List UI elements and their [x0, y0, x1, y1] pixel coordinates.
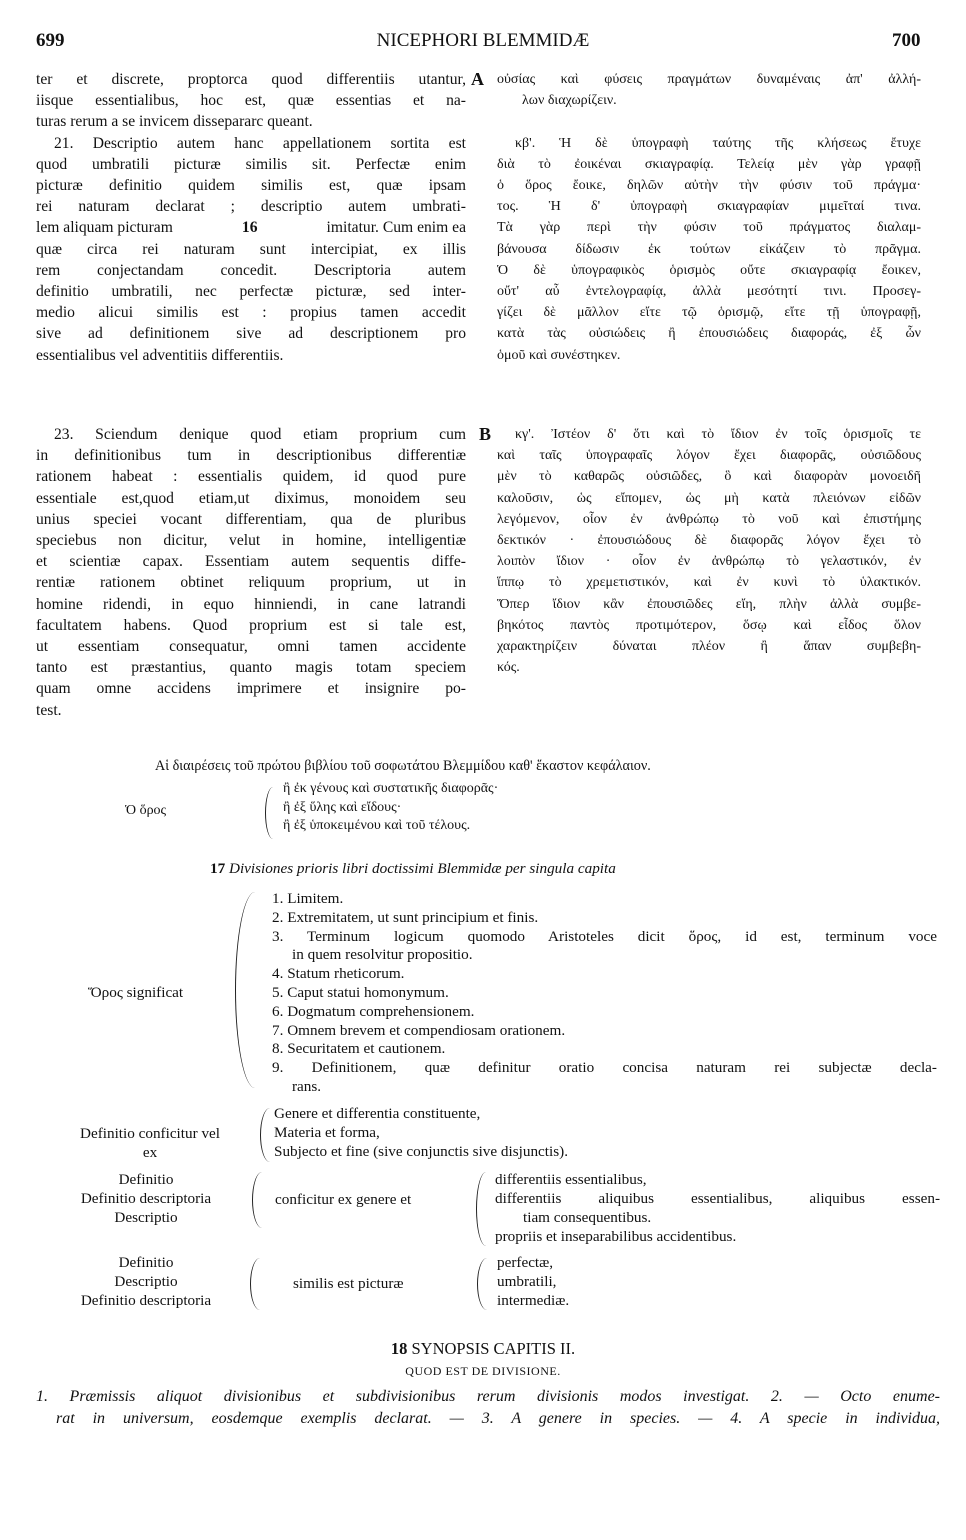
text-line: test. [36, 701, 62, 719]
list-item: Materia et forma, [274, 1124, 380, 1141]
label-line: Definitio descriptoria [80, 1292, 212, 1309]
running-title: NICEPHORI BLEMMIDÆ [376, 30, 590, 51]
list-item: 5. Caput statui homonymum. [272, 983, 449, 1001]
greek-column-top [497, 69, 921, 366]
greek-column-23 [497, 424, 921, 678]
left-brace [476, 1172, 487, 1246]
text-line: καὶ ταῖς ὑπογραφαῖς λόγον ἔχει διαφορᾶς, οὐσιῶδους [497, 448, 921, 464]
label-line: Definitio descriptoria [80, 1190, 212, 1207]
text-line: rei naturam declarat ; descriptio autem umbrati- [36, 198, 466, 216]
greek-divisions-label: Ὁ ὅρος [125, 803, 167, 818]
text-line: Τὰ γὰρ περὶ τὴν φύσιν τοῦ πράγματος διαλαμ- [497, 220, 921, 236]
text-line: essentiale est,quod etiam,ut diximus, monoidem seu [36, 489, 466, 507]
text-line: ὁ ὅρος ἔοικε, δηλῶν αὐτὴν τὴν φύσιν τοῦ πράγμα· [497, 178, 921, 194]
text-line: tanto est præstantius, quanto magis totam speciem [36, 659, 466, 677]
text-line: λοιπὸν ἴδιον · οἷον ἐν ἀνθρώπῳ τὸ γελαστικόν, ἐν [497, 554, 921, 570]
text-line: quæ circa rei naturam sunt intercipiat, ex illis [36, 240, 466, 258]
list-item: 2. Extremitatem, ut sunt principium et finis. [272, 908, 539, 926]
text-line: 23. Sciendum denique quod etiam proprium cum [54, 426, 466, 443]
title-text: SYNOPSIS CAPITIS II. [411, 1339, 576, 1358]
text-line: κβ'. Ἡ δὲ ὑπογραφὴ ταύτης τῆς κλήσεως ἔτυχε [515, 135, 921, 151]
list-item: rans. [292, 1077, 322, 1095]
left-brace [477, 1258, 488, 1310]
list-item: Subjecto et fine (sive conjunctis sive disjunctis). [274, 1143, 568, 1160]
definitio-genere-labels [50, 1170, 242, 1227]
left-brace [235, 892, 256, 1088]
text-line: βηκότος παντὸς προτιμότερον, ὅσῳ καὶ εἶδος ὅλον [497, 617, 921, 633]
label-line: Descriptio [114, 1209, 178, 1226]
text-line: iisque essentialibus, hoc est, quæ essentias et na- [36, 92, 466, 110]
text-line: ἵππῳ τὸ χρεμετιστικόν, καὶ ἐν κυνὶ τὸ ὑλακτικόν. [497, 575, 921, 591]
list-item: intermediæ. [497, 1292, 570, 1309]
text-line: unius speciei vocant differentiam, qua de pluribus [36, 510, 466, 528]
text-fragment: imitatur. Cum enim ea [326, 219, 466, 237]
text-line: rentiæ rationem obtinet reliquum proprium, ut in [36, 574, 466, 592]
greek-divisions-list [283, 780, 498, 836]
text-line: et scientiæ capax. Essentiam autem sequentis diffe- [36, 553, 466, 571]
page-number-left: 699 [36, 30, 65, 51]
latin-column-top [36, 69, 466, 366]
definitio-genere-middle: conficitur ex genere et [275, 1191, 412, 1208]
text-line: κγ'. Ἰστέον δ' ὅτι καὶ τὸ ἴδιον ἐν τοῖς ὁρισμοῖς τε [515, 427, 921, 442]
latin-divisions-title [210, 860, 616, 878]
text-line: rationem habeat : essentialis quidem, id quod pure [36, 468, 466, 486]
text-line: Ὁ δὲ ὑπογραφικὸς ὁρισμὸς οὔτε σκιαγραφίᾳ ἔοικεν, [497, 262, 921, 278]
horos-list [272, 890, 937, 1097]
list-item: ἢ ἐξ ὑποκειμένου καὶ τοῦ τέλους. [283, 818, 471, 833]
text-line: 21. Descriptio autem hanc appellationem sortita est [54, 134, 466, 152]
text-line: χαρακτηρίζειν δύναται πλέον ἢ ἅπαν συμβεβη- [497, 639, 921, 655]
text-line [497, 111, 921, 132]
text-line: quam omne accidens imprimere et insignire po- [36, 680, 466, 698]
text-line: κατὰ τὰς οὐσιώδεις ἢ ἐπουσιώδεις διαφοράς, ἐξ ὧν [497, 326, 921, 342]
text-line: οὐσίας καὶ φύσεις πραγμάτων δυναμέναις ἀπ' ἀλλή- [497, 72, 921, 87]
list-item: ἢ ἐκ γένους καὶ συστατικῆς διαφορᾶς· [283, 781, 499, 796]
text-line: turas rerum a se invicem dissepararc queant. [36, 113, 313, 131]
text-line: quod umbratili picturæ similis sit. Perfectæ enim [36, 155, 466, 173]
text-line: ter et discrete, proptorca quod differentiis utantur, [36, 71, 466, 88]
text-line: κός. [497, 660, 520, 676]
list-item: 6. Dogmatum comprehensionem. [272, 1002, 475, 1020]
definitio-pictura-labels [50, 1253, 242, 1310]
margin-letter-b: B [479, 424, 492, 444]
text-line: καλοῦσιν, ὡς εἴπομεν, ὡς μὴ κατὰ πλειόνων εἰδῶν [497, 490, 921, 506]
text-line: rem conjectandam concedit. Descriptoria autem [36, 261, 466, 279]
marginal-number-18: 18 [390, 1339, 408, 1358]
text-line: in definitionibus tum in descriptionibus differentiæ [36, 447, 466, 465]
text-line: γίζει δὲ μᾶλλον εἴτε τῷ ὁρισμῷ, εἴτε τῇ ὑπογραφῇ, [497, 305, 921, 321]
list-item: propriis et inseparabilibus accidentibus. [495, 1228, 737, 1245]
text-line: μὲν τὸ καθαρῶς οὐσιῶδες, ὃ καὶ διαφορὰν μονοειδῆ [497, 469, 921, 485]
synopsis-body [36, 1386, 940, 1430]
definitio-pictura-list [497, 1253, 569, 1310]
text-line: medio alicui similis est : propius tamen accedit [36, 304, 466, 322]
list-item: differentiis aliquibus essentialibus, aliquibus essen- [495, 1190, 940, 1207]
list-item: ἢ ἐξ ὕλης καὶ εἴδους· [283, 799, 402, 815]
text-line: Ὅπερ ἴδιον κἂν ἐπουσιῶδες εἴη, πλὴν ἀλλὰ συμβε- [497, 596, 921, 612]
label-line: Definitio [118, 1171, 174, 1188]
label-line: Definitio conficitur vel [79, 1125, 221, 1142]
latin-column-23 [36, 424, 466, 721]
left-brace [260, 1108, 271, 1162]
definitio-conficitur-label [50, 1124, 250, 1162]
text-line: speciebus non dicitur, velut in homine, intelligentiæ [36, 532, 466, 550]
list-item: in quem resolvitur propositio. [292, 946, 473, 964]
text-fragment: lem aliquam picturam [36, 219, 173, 237]
text-line: λεγόμενον, οἷον ἐν ἀνθρώπῳ τὸ νοῦ καὶ ἐπιστήμης [497, 511, 921, 527]
left-brace [252, 1172, 263, 1228]
synopsis-title [0, 1339, 966, 1359]
text-line: definitio umbratili, nec perfectæ picturæ, sed inter- [36, 283, 466, 301]
list-item: perfectæ, [497, 1254, 554, 1271]
text-line: homine ridendi, in equo hinniendi, in cane latrandi [36, 595, 466, 613]
horos-label: Ὅρος significat [88, 984, 184, 1001]
list-item: Genere et differentia constituente, [274, 1105, 481, 1122]
text-line: essentialibus vel adventitiis differentiis. [36, 346, 284, 364]
label-line: ex [142, 1144, 158, 1161]
list-item: 3. Terminum logicum quomodo Aristoteles dicit ὅρος, id est, terminum voce [272, 927, 937, 945]
text-line [36, 217, 466, 238]
text-line: rat in universum, eosdemque exemplis declarat. — 3. A genere in species. — 4. A specie in individua, [56, 1410, 940, 1427]
text-line: διὰ τὸ ἐοικέναι σκιαγραφίᾳ. Τελείᾳ μὲν γὰρ γραφῇ [497, 156, 921, 172]
list-item: 7. Omnem brevem et compendiosam orationem. [272, 1021, 566, 1039]
left-brace [250, 1258, 261, 1310]
list-item: tiam consequentibus. [523, 1209, 652, 1226]
marginal-number-16: 16 [241, 219, 258, 237]
text-line: sive ad definitionem sive ad descriptionem pro [36, 325, 466, 343]
text-line: λων διαχωρίζειν. [522, 93, 617, 109]
page-number-right: 700 [892, 30, 921, 51]
title-text: Divisiones prioris libri doctissimi Blemmidæ per singula capita [228, 860, 616, 877]
margin-letter-a: A [471, 69, 484, 89]
text-line: οὔτ' αὖ ἐντελογραφίᾳ, ἀλλὰ μεσότητί τινι. Προσεγ- [497, 284, 921, 300]
list-item: differentiis essentialibus, [495, 1171, 647, 1188]
label-line: Descriptio [114, 1273, 178, 1290]
text-line: 1. Præmissis aliquot divisionibus et subdivisionibus rerum divisionis modos investigat. 2. — Octo enume- [36, 1388, 940, 1405]
definitio-genere-list [495, 1170, 940, 1246]
synopsis-subtitle: QUOD EST DE DIVISIONE. [405, 1364, 561, 1378]
marginal-number-17: 17 [210, 860, 226, 877]
text-line: βάνουσα δίδωσιν ἐκ τούτων εἰκάζειν τὸ πρᾶγμα. [497, 241, 921, 257]
label-line: Definitio [118, 1254, 174, 1271]
text-line: picturæ definitio quidem similis est, quæ ipsam [36, 177, 466, 195]
list-item: umbratili, [497, 1273, 557, 1290]
left-brace [265, 787, 274, 839]
greek-divisions-title: Αἱ διαιρέσεις τοῦ πρώτου βιβλίου τοῦ σοφωτάτου Βλεμμίδου καθ' ἕκαστον κεφάλαιον. [155, 758, 651, 774]
text-line: ὁμοῦ καὶ συνέστηκεν. [497, 347, 621, 363]
definitio-conficitur-list [274, 1104, 568, 1161]
text-line: ut essentiam consequatur, omni tamen accidente [36, 638, 466, 656]
text-line: δεκτικόν · ἐπουσιώδους δὲ διαφορᾶς λόγον ἔχει τὸ [497, 533, 921, 549]
list-item: 9. Definitionem, quæ definitur oratio concisa naturam rei subjectæ decla- [272, 1059, 937, 1077]
text-line: τος. Ἡ δ' ὑπογραφὴ σκιαγραφίαν μιμεῖταί τινα. [497, 199, 921, 215]
definitio-pictura-middle: similis est picturæ [293, 1275, 404, 1292]
list-item: 1. Limitem. [272, 890, 344, 907]
text-line: facultatem habens. Quod proprium est si tale est, [36, 616, 466, 634]
list-item: 8. Securitatem et cautionem. [272, 1040, 446, 1058]
list-item: 4. Statum rheticorum. [272, 965, 405, 983]
